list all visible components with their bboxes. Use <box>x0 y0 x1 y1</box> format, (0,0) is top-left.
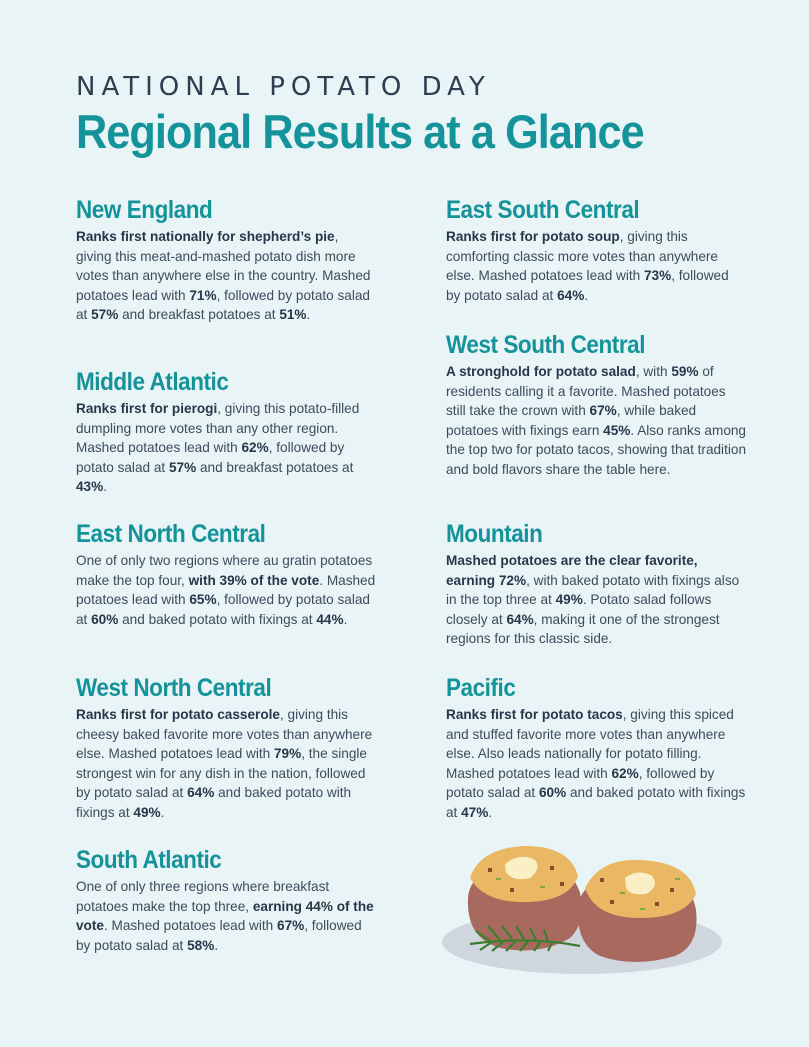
highlight-text: 45% <box>603 422 631 438</box>
highlight-text: 64% <box>187 785 215 801</box>
region-description <box>76 399 376 497</box>
body-text: , giving this potato-filled dumpling more votes than any other region. Mashed potatoes lead with <box>76 401 360 456</box>
body-text: One of only two regions where au gratin potatoes make the top four, <box>76 553 373 588</box>
region-description <box>76 705 376 823</box>
highlight-text: 67% <box>277 918 305 934</box>
body-text: . <box>306 307 311 323</box>
highlight-text: 64% <box>557 287 585 303</box>
highlight-text: earning 44% of the vote <box>76 898 374 934</box>
highlight-text: Ranks first for potato tacos <box>446 707 623 722</box>
region-description <box>446 551 746 649</box>
body-text: . Mashed potatoes lead with <box>103 918 278 934</box>
highlight-text: 71% <box>189 287 217 303</box>
highlight-text: 64% <box>506 611 534 627</box>
page-header <box>76 70 693 160</box>
highlight-text: 43% <box>76 479 104 495</box>
region-heading: Middle Atlantic <box>76 368 229 396</box>
body-text: . <box>214 937 219 953</box>
body-text: , with <box>635 364 672 379</box>
body-text: , followed by potato salad at <box>76 592 370 627</box>
body-text: , giving this spiced and stuffed favorite more votes than anywhere else. Also leads nationally for potato filling. Mashed potatoes lead with <box>446 707 734 781</box>
highlight-text: 60% <box>91 611 119 627</box>
body-text: , followed by potato salad at <box>446 765 715 801</box>
body-text: . <box>160 804 165 820</box>
body-text: , followed by potato salad at <box>446 268 729 303</box>
region-description <box>446 227 746 305</box>
highlight-text: 58% <box>187 937 215 953</box>
region-description <box>76 227 376 325</box>
page-title: Regional Results at a Glance <box>76 105 644 158</box>
body-text: , giving this comforting classic more votes than anywhere else. Mashed potatoes lead with <box>446 229 718 284</box>
highlight-text: 79% <box>274 746 302 762</box>
body-text: and baked potato with fixings at <box>446 785 746 820</box>
highlight-text: 59% <box>671 364 699 379</box>
highlight-text: Ranks first nationally for shepherd’s pie <box>76 229 335 244</box>
body-text: and breakfast potatoes at <box>196 459 354 475</box>
body-text: and baked potato with fixings at <box>76 785 352 820</box>
highlight-text: 57% <box>168 459 197 475</box>
body-text: . <box>343 611 348 627</box>
region-section <box>76 195 376 325</box>
body-text: One of only three regions where breakfast potatoes make the top three, <box>76 879 330 914</box>
body-text: . Mashed potatoes lead with <box>76 572 376 608</box>
highlight-text: 49% <box>555 592 583 608</box>
region-section <box>446 519 746 649</box>
region-heading: West North Central <box>76 674 272 702</box>
highlight-text: A stronghold for potato salad <box>446 364 636 379</box>
body-text: . Potato salad follows closely at <box>446 592 712 627</box>
region-section <box>446 195 746 305</box>
region-heading: Mountain <box>446 520 543 548</box>
region-heading: Pacific <box>446 674 516 702</box>
highlight-text: with 39% of the vote <box>188 572 320 588</box>
highlight-text: 73% <box>644 268 672 284</box>
body-text: , followed by potato salad at <box>76 918 362 953</box>
highlight-text: Mashed potatoes are the clear favorite, earning 72% <box>446 553 698 588</box>
region-description <box>446 705 746 823</box>
region-description <box>76 551 376 629</box>
body-text: , followed by potato salad at <box>76 287 370 323</box>
body-text: . Also ranks among the top two for potato tacos, showing that tradition and bold flavors share the table here. <box>446 422 746 477</box>
body-text: . <box>488 804 493 820</box>
region-section <box>446 330 746 480</box>
highlight-text: Ranks first for potato casserole <box>76 707 280 722</box>
region-section <box>76 519 376 629</box>
highlight-text: 49% <box>133 804 161 820</box>
highlight-text: 60% <box>538 785 567 801</box>
body-text: , with baked potato with fixings also in the top three at <box>446 572 740 608</box>
highlight-text: 44% <box>316 611 344 627</box>
highlight-text: 62% <box>241 440 269 456</box>
body-text: , giving this meat-and-mashed potato dish more votes than anywhere else in the country. Mashed potatoes lead with <box>76 229 371 303</box>
region-description <box>446 362 746 480</box>
highlight-text: 47% <box>461 804 489 820</box>
body-text: . <box>103 479 107 495</box>
body-text: . <box>584 287 589 303</box>
baked-potatoes-icon <box>440 838 730 988</box>
region-heading: West South Central <box>446 331 646 359</box>
body-text: , giving this cheesy baked favorite more votes than anywhere else. Mashed potatoes lead with <box>76 707 373 762</box>
body-text: and baked potato with fixings at <box>118 611 317 627</box>
region-section <box>76 673 376 823</box>
body-text: , followed by potato salad at <box>76 440 345 475</box>
highlight-text: Ranks first for pierogi <box>76 401 218 416</box>
body-text: and breakfast potatoes at <box>118 307 280 323</box>
highlight-text: 57% <box>91 307 119 323</box>
region-heading: East North Central <box>76 520 266 548</box>
highlight-text: 62% <box>611 765 639 781</box>
region-heading: East South Central <box>446 196 640 224</box>
highlight-text: 67% <box>589 403 617 419</box>
eyebrow-title: NATIONAL POTATO DAY <box>76 72 491 102</box>
region-section <box>446 673 746 823</box>
body-text: , while baked potatoes with fixings earn <box>446 403 697 438</box>
body-text: of residents calling it a favorite. Mashed potatoes still take the crown with <box>446 364 726 419</box>
highlight-text: Ranks first for potato soup <box>446 229 620 244</box>
body-text: , making it one of the strongest regions for this classic side. <box>446 611 720 647</box>
highlight-text: 65% <box>189 592 217 608</box>
highlight-text: 51% <box>279 307 307 323</box>
body-text: , the single strongest win for any dish in the nation, followed by potato salad at <box>76 746 367 801</box>
region-description <box>76 877 376 955</box>
region-section <box>76 367 376 497</box>
region-heading: South Atlantic <box>76 846 222 874</box>
region-heading: New England <box>76 196 213 224</box>
region-section <box>76 845 376 955</box>
